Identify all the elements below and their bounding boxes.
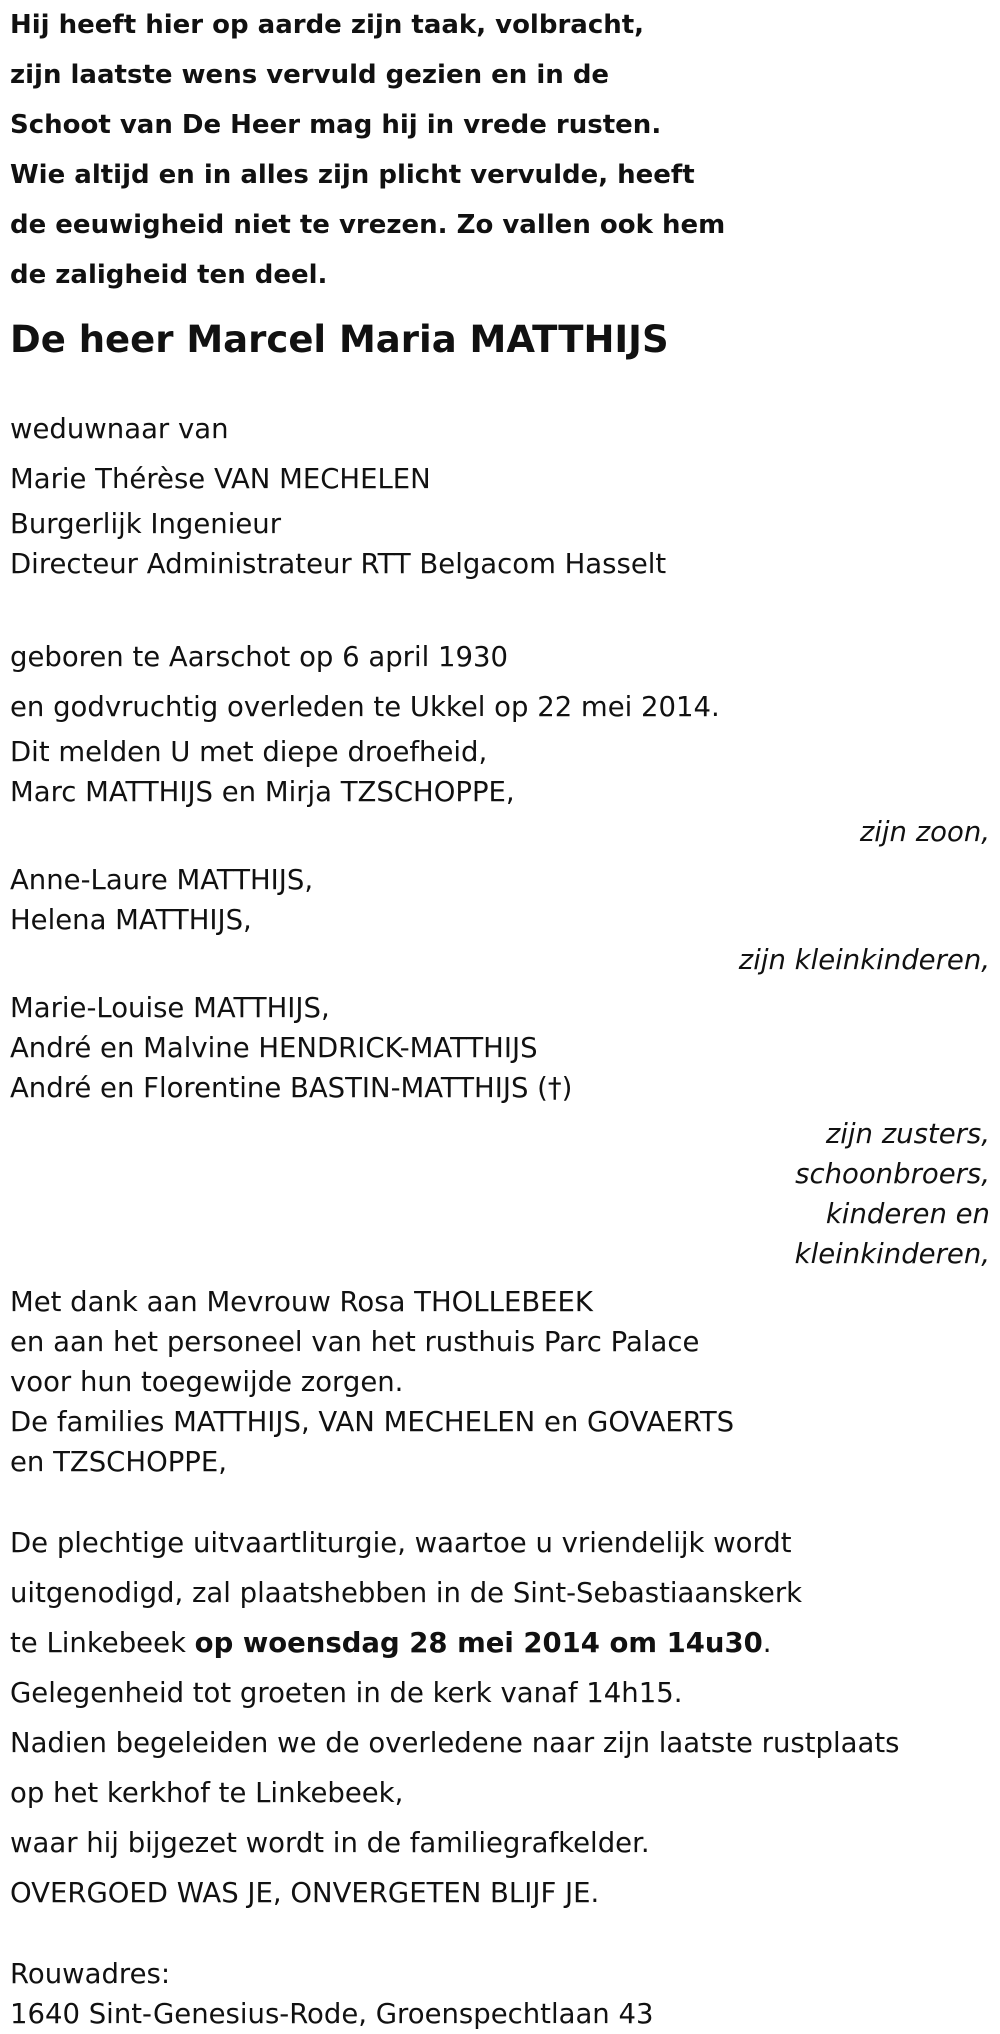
announcement <box>10 732 990 772</box>
widower-block <box>10 404 990 504</box>
verse-line: Wie altijd en in alles zijn plicht vervulde, heeft <box>10 160 695 190</box>
memorial-verse <box>10 0 990 300</box>
thanks-line: voor hun toegewijde zorgen. <box>10 1366 404 1398</box>
funeral-line: waar hij bijgezet wordt in de familiegrafkelder. <box>10 1827 650 1859</box>
funeral-line: Nadien begeleiden we de overledene naar zijn laatste rustplaats <box>10 1727 900 1759</box>
death-line: en godvruchtig overleden te Ukkel op 22 mei 2014. <box>10 691 720 723</box>
family-relation: zijn zoon, <box>859 816 990 848</box>
funeral-line: Gelegenheid tot groeten in de kerk vanaf 14h15. <box>10 1677 683 1709</box>
funeral-datetime: op woensdag 28 mei 2014 om 14u30 <box>194 1627 763 1659</box>
family-sisters <box>10 988 990 1274</box>
funeral-line: uitgenodigd, zal plaatshebben in de Sint-Sebastiaanskerk <box>10 1577 803 1609</box>
address-value: 1640 Sint-Genesius-Rode, Groenspechtlaan 43 <box>10 1998 654 2030</box>
birth-line: geboren te Aarschot op 6 april 1930 <box>10 641 508 673</box>
thanks-line: en TZSCHOPPE, <box>10 1446 227 1478</box>
family-names: André en Malvine HENDRICK-MATTHIJS <box>10 1032 538 1064</box>
funeral-location: te Linkebeek <box>10 1627 195 1659</box>
family-names: Marc MATTHIJS en Mirja TZSCHOPPE, <box>10 776 515 808</box>
funeral-block <box>10 1518 990 1918</box>
life-dates <box>10 632 990 732</box>
deceased-name: De heer Marcel Maria MATTHIJS <box>10 318 669 361</box>
thanks-line: De families MATTHIJS, VAN MECHELEN en GOVAERTS <box>10 1406 735 1438</box>
funeral-line: De plechtige uitvaartliturgie, waartoe u vriendelijk wordt <box>10 1527 792 1559</box>
address-label: Rouwadres: <box>10 1958 171 1990</box>
obituary-notice <box>10 0 990 2034</box>
verse-line: Schoot van De Heer mag hij in vrede rusten. <box>10 110 662 140</box>
profession-line: Burgerlijk Ingenieur <box>10 508 282 540</box>
family-relation: kleinkinderen, <box>794 1238 990 1270</box>
spouse-name: Marie Thérèse VAN MECHELEN <box>10 463 431 495</box>
funeral-motto: OVERGOED WAS JE, ONVERGETEN BLIJF JE. <box>10 1877 600 1909</box>
verse-line: de eeuwigheid niet te vrezen. Zo vallen ook hem <box>10 210 726 240</box>
family-names: Helena MATTHIJS, <box>10 904 252 936</box>
family-names: Anne-Laure MATTHIJS, <box>10 864 314 896</box>
thanks-line: en aan het personeel van het rusthuis Parc Palace <box>10 1326 700 1358</box>
family-names: Marie-Louise MATTHIJS, <box>10 992 330 1024</box>
thanks-line: Met dank aan Mevrouw Rosa THOLLEBEEK <box>10 1286 593 1318</box>
family-relation: zijn zusters, <box>825 1118 990 1150</box>
thanks-block <box>10 1282 990 1482</box>
address-block <box>10 1954 990 2034</box>
profession-line: Directeur Administrateur RTT Belgacom Hasselt <box>10 548 667 580</box>
family-son <box>10 772 990 852</box>
verse-line: zijn laatste wens vervuld gezien en in de <box>10 60 610 90</box>
funeral-line: op het kerkhof te Linkebeek, <box>10 1777 404 1809</box>
family-grandchildren <box>10 860 990 980</box>
profession-block <box>10 504 990 584</box>
funeral-punct: . <box>762 1627 772 1659</box>
verse-line: de zaligheid ten deel. <box>10 260 328 290</box>
family-relation: zijn kleinkinderen, <box>738 944 990 976</box>
announce-line: Dit melden U met diepe droefheid, <box>10 736 488 768</box>
family-relation: schoonbroers, <box>795 1158 990 1190</box>
family-relation: kinderen en <box>825 1198 990 1230</box>
funeral-line <box>10 1618 990 1668</box>
widower-intro: weduwnaar van <box>10 413 229 445</box>
verse-line: Hij heeft hier op aarde zijn taak, volbracht, <box>10 10 645 40</box>
family-names: André en Florentine BASTIN-MATTHIJS (†) <box>10 1072 573 1104</box>
